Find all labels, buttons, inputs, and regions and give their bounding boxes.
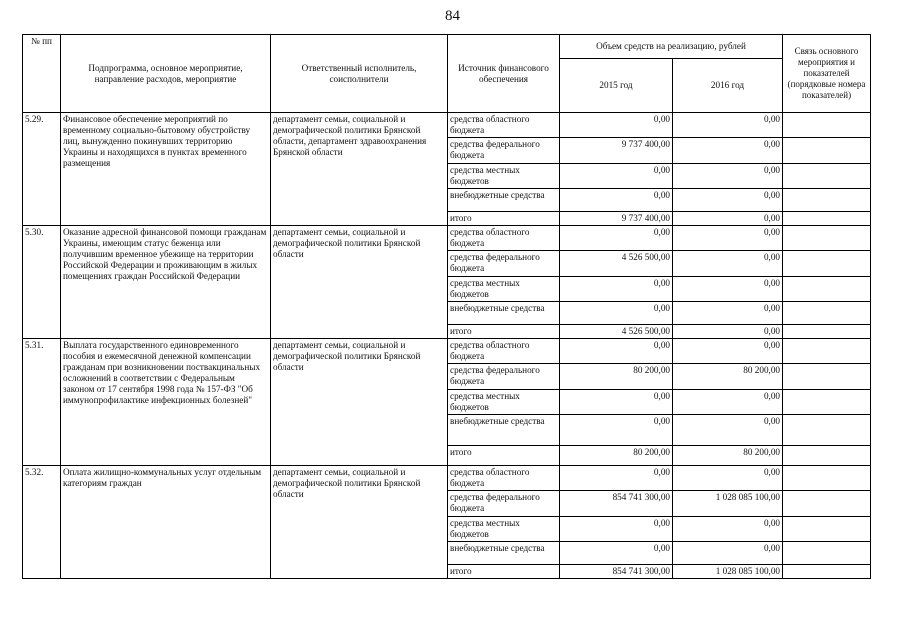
indicator-link — [783, 302, 871, 325]
amount-2016: 0,00 — [673, 415, 783, 446]
indicator-link — [783, 491, 871, 517]
item-title: Финансовое обеспечение мероприятий по временному социально-бытовому обустройству лиц, вынужденно покинувших территорию Украины и находящихся в пунктах временного размещения — [61, 113, 271, 226]
total-2015: 80 200,00 — [560, 446, 673, 466]
total-label: итого — [448, 325, 560, 339]
funding-source: средства областного бюджета — [448, 226, 560, 251]
total-label: итого — [448, 446, 560, 466]
amount-2016: 0,00 — [673, 390, 783, 415]
indicator-link — [783, 446, 871, 466]
total-label: итого — [448, 565, 560, 579]
amount-2015: 4 526 500,00 — [560, 251, 673, 277]
funding-source: средства местных бюджетов — [448, 390, 560, 415]
item-number: 5.29. — [23, 113, 61, 226]
amount-2016: 0,00 — [673, 277, 783, 302]
header-2015: 2015 год — [560, 59, 673, 113]
amount-2015: 0,00 — [560, 466, 673, 491]
table-row — [23, 113, 871, 138]
funding-source: средства областного бюджета — [448, 113, 560, 138]
amount-2016: 1 028 085 100,00 — [673, 491, 783, 517]
item-executor: департамент семьи, социальной и демографической политики Брянской области — [271, 226, 448, 339]
funding-source: средства федерального бюджета — [448, 364, 560, 390]
amount-2015: 0,00 — [560, 164, 673, 189]
amount-2015: 0,00 — [560, 390, 673, 415]
indicator-link — [783, 251, 871, 277]
indicator-link — [783, 325, 871, 339]
total-2015: 4 526 500,00 — [560, 325, 673, 339]
header-executor: Ответственный исполнитель, соисполнители — [271, 35, 448, 113]
header-program: Подпрограмма, основное мероприятие, направление расходов, мероприятие — [61, 35, 271, 113]
indicator-link — [783, 164, 871, 189]
indicator-link — [783, 189, 871, 212]
amount-2016: 0,00 — [673, 542, 783, 565]
amount-2015: 0,00 — [560, 542, 673, 565]
total-2015: 9 737 400,00 — [560, 212, 673, 226]
indicator-link — [783, 390, 871, 415]
funding-source: средства местных бюджетов — [448, 164, 560, 189]
funding-source: средства областного бюджета — [448, 466, 560, 491]
amount-2015: 0,00 — [560, 302, 673, 325]
total-2015: 854 741 300,00 — [560, 565, 673, 579]
item-title: Выплата государственного единовременного пособия и ежемесячной денежной компенсации гражданам при возникновении поствакцинальных осложнений в соответствии с Федеральным законом от 17 сентября 1998 года № 157-ФЗ "Об иммунопрофилактике инфекционных болезней" — [61, 339, 271, 466]
indicator-link — [783, 113, 871, 138]
amount-2015: 80 200,00 — [560, 364, 673, 390]
item-title: Оплата жилищно-коммунальных услуг отдельным категориям граждан — [61, 466, 271, 579]
amount-2016: 0,00 — [673, 302, 783, 325]
page-number: 84 — [445, 8, 460, 24]
amount-2016: 0,00 — [673, 164, 783, 189]
indicator-link — [783, 466, 871, 491]
amount-2015: 0,00 — [560, 189, 673, 212]
amount-2015: 0,00 — [560, 226, 673, 251]
header-num: № пп — [23, 35, 61, 113]
funding-source: средства федерального бюджета — [448, 251, 560, 277]
funding-source: средства федерального бюджета — [448, 138, 560, 164]
indicator-link — [783, 212, 871, 226]
total-2016: 1 028 085 100,00 — [673, 565, 783, 579]
indicator-link — [783, 138, 871, 164]
amount-2016: 0,00 — [673, 113, 783, 138]
indicator-link — [783, 277, 871, 302]
header-2016: 2016 год — [673, 59, 783, 113]
amount-2016: 0,00 — [673, 226, 783, 251]
item-number: 5.30. — [23, 226, 61, 339]
funding-source: внебюджетные средства — [448, 415, 560, 446]
amount-2016: 80 200,00 — [673, 364, 783, 390]
total-2016: 0,00 — [673, 325, 783, 339]
item-title: Оказание адресной финансовой помощи гражданам Украины, имеющим статус беженца или получившим временное убежище на территории Российской Федерации и проживающим в жилых помещениях граждан Российской Федерации — [61, 226, 271, 339]
table-row — [23, 466, 871, 491]
amount-2016: 0,00 — [673, 339, 783, 364]
budget-table — [22, 34, 871, 579]
indicator-link — [783, 565, 871, 579]
funding-source: средства местных бюджетов — [448, 517, 560, 542]
amount-2015: 0,00 — [560, 415, 673, 446]
indicator-link — [783, 339, 871, 364]
amount-2016: 0,00 — [673, 138, 783, 164]
indicator-link — [783, 415, 871, 446]
item-number: 5.31. — [23, 339, 61, 466]
item-executor: департамент семьи, социальной и демографической политики Брянской области, департамент здравоохранения Брянской области — [271, 113, 448, 226]
total-2016: 80 200,00 — [673, 446, 783, 466]
funding-source: средства местных бюджетов — [448, 277, 560, 302]
amount-2016: 0,00 — [673, 466, 783, 491]
header-source: Источник финансового обеспечения — [448, 35, 560, 113]
header-link: Связь основного мероприятия и показателей (порядковые номера показателей) — [783, 35, 871, 113]
indicator-link — [783, 517, 871, 542]
funding-source: внебюджетные средства — [448, 189, 560, 212]
amount-2015: 0,00 — [560, 339, 673, 364]
amount-2016: 0,00 — [673, 189, 783, 212]
table-row — [23, 226, 871, 251]
table-body — [23, 113, 871, 579]
amount-2016: 0,00 — [673, 251, 783, 277]
indicator-link — [783, 364, 871, 390]
funding-source: средства федерального бюджета — [448, 491, 560, 517]
amount-2015: 9 737 400,00 — [560, 138, 673, 164]
total-2016: 0,00 — [673, 212, 783, 226]
indicator-link — [783, 226, 871, 251]
item-executor: департамент семьи, социальной и демографической политики Брянской области — [271, 339, 448, 466]
funding-source: внебюджетные средства — [448, 542, 560, 565]
table-row — [23, 339, 871, 364]
funding-source: внебюджетные средства — [448, 302, 560, 325]
amount-2015: 0,00 — [560, 517, 673, 542]
header-volume: Объем средств на реализацию, рублей — [560, 35, 783, 59]
item-number: 5.32. — [23, 466, 61, 579]
item-executor: департамент семьи, социальной и демографической политики Брянской области — [271, 466, 448, 579]
indicator-link — [783, 542, 871, 565]
total-label: итого — [448, 212, 560, 226]
amount-2015: 0,00 — [560, 277, 673, 302]
amount-2016: 0,00 — [673, 517, 783, 542]
amount-2015: 854 741 300,00 — [560, 491, 673, 517]
funding-source: средства областного бюджета — [448, 339, 560, 364]
amount-2015: 0,00 — [560, 113, 673, 138]
